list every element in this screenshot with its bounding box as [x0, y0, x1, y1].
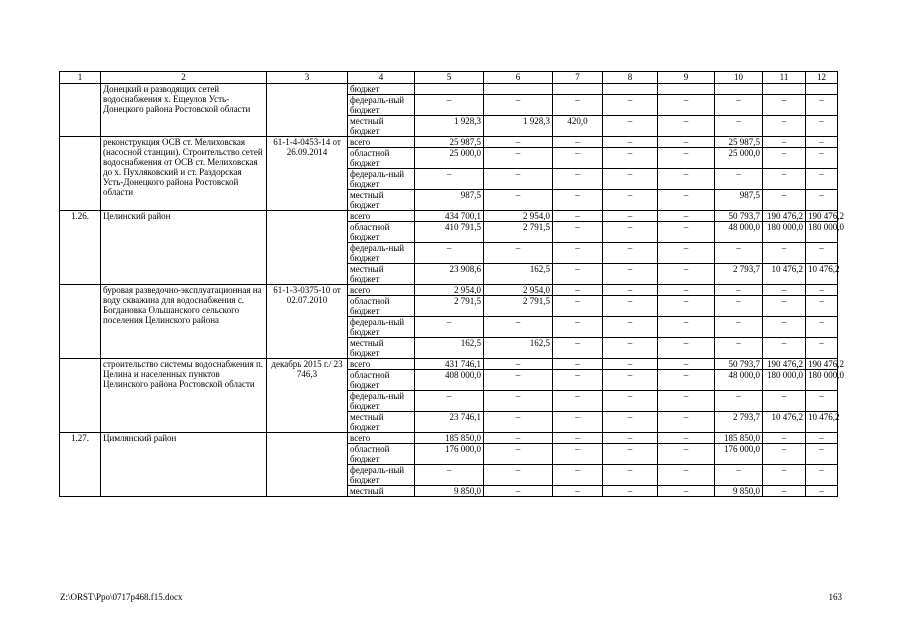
amount-cell: – [553, 338, 603, 359]
amount-cell: 190 476,2 [763, 359, 806, 370]
amount-cell: – [658, 264, 715, 285]
amount-cell: – [603, 465, 658, 486]
funding-source-cell: бюджет [348, 84, 415, 95]
amount-cell: – [553, 370, 603, 391]
funding-source-cell: местный [348, 486, 415, 497]
amount-cell [763, 84, 806, 95]
amount-cell: 1 928,3 [484, 116, 553, 137]
funding-source-cell: федераль-ный бюджет [348, 243, 415, 264]
amount-cell: – [603, 486, 658, 497]
amount-cell: 10 476,2 [806, 264, 838, 285]
amount-cell: 162,5 [484, 338, 553, 359]
amount-cell: 2 793,7 [715, 412, 763, 433]
amount-cell: – [415, 465, 484, 486]
amount-cell: – [715, 169, 763, 190]
amount-cell: – [763, 317, 806, 338]
column-header: 2 [101, 72, 267, 84]
amount-cell: – [484, 137, 553, 148]
funding-source-cell: местный бюджет [348, 264, 415, 285]
funding-source-cell: областной бюджет [348, 444, 415, 465]
amount-cell: – [806, 190, 838, 211]
item-number-cell [60, 285, 101, 359]
column-header: 8 [603, 72, 658, 84]
amount-cell: – [806, 317, 838, 338]
program-table [59, 71, 844, 497]
amount-cell: – [806, 95, 838, 116]
amount-cell: – [806, 338, 838, 359]
funding-source-cell: федераль-ный бюджет [348, 391, 415, 412]
amount-cell: – [763, 444, 806, 465]
funding-source-cell: федераль-ный бюджет [348, 317, 415, 338]
amount-cell: – [806, 285, 838, 296]
amount-cell [415, 84, 484, 95]
item-document-cell [267, 84, 348, 137]
amount-cell: – [603, 211, 658, 222]
amount-cell: 420,0 [553, 116, 603, 137]
amount-cell [484, 84, 553, 95]
funding-source-cell: областной бюджет [348, 222, 415, 243]
amount-cell: 408 000,0 [415, 370, 484, 391]
amount-cell: – [603, 222, 658, 243]
amount-cell: – [715, 296, 763, 317]
amount-cell: – [603, 370, 658, 391]
amount-cell: – [553, 412, 603, 433]
footer-file-path: Z:\ORST\Ppo\0717p468.f15.docx [60, 592, 183, 602]
amount-cell: 180 000,0 [763, 370, 806, 391]
amount-cell: – [658, 243, 715, 264]
amount-cell: – [658, 169, 715, 190]
amount-cell: – [806, 486, 838, 497]
amount-cell: 410 791,5 [415, 222, 484, 243]
amount-cell: 987,5 [715, 190, 763, 211]
amount-cell: 48 000,0 [715, 222, 763, 243]
amount-cell: – [484, 465, 553, 486]
amount-cell: 190 476,2 [763, 211, 806, 222]
amount-cell [553, 84, 603, 95]
amount-cell: 180 000,0 [806, 222, 838, 243]
column-header: 1 [60, 72, 101, 84]
amount-cell: 2 791,5 [415, 296, 484, 317]
table-row [60, 359, 838, 370]
amount-cell: – [484, 95, 553, 116]
amount-cell: – [658, 285, 715, 296]
amount-cell: – [658, 116, 715, 137]
column-header: 10 [715, 72, 763, 84]
amount-cell: – [763, 296, 806, 317]
amount-cell: – [484, 412, 553, 433]
column-header: 9 [658, 72, 715, 84]
table-row [60, 285, 838, 296]
amount-cell [603, 84, 658, 95]
amount-cell: 2 954,0 [484, 285, 553, 296]
amount-cell: – [658, 444, 715, 465]
funding-source-cell: федераль-ный бюджет [348, 169, 415, 190]
item-name-cell: Донецкий и разводящих сетей водоснабжения х. Ещеулов Усть-Донецкого района Ростовской области [101, 84, 267, 137]
funding-source-cell: областной бюджет [348, 296, 415, 317]
amount-cell: – [806, 116, 838, 137]
funding-source-cell: всего [348, 285, 415, 296]
column-header: 5 [415, 72, 484, 84]
item-number-cell [60, 359, 101, 433]
amount-cell: – [484, 243, 553, 264]
amount-cell: 50 793,7 [715, 211, 763, 222]
amount-cell: – [553, 211, 603, 222]
amount-cell: – [484, 391, 553, 412]
amount-cell [658, 84, 715, 95]
amount-cell: 25 000,0 [415, 148, 484, 169]
amount-cell: 2 791,5 [484, 222, 553, 243]
amount-cell: – [658, 148, 715, 169]
amount-cell [715, 84, 763, 95]
amount-cell: 434 700,1 [415, 211, 484, 222]
amount-cell: – [658, 412, 715, 433]
amount-cell: – [763, 169, 806, 190]
amount-cell: – [603, 359, 658, 370]
amount-cell: – [484, 359, 553, 370]
item-document-cell: 61-1-3-0375-10 от 02.07.2010 [267, 285, 348, 359]
amount-cell: – [603, 412, 658, 433]
amount-cell: 431 746,1 [415, 359, 484, 370]
amount-cell: – [658, 370, 715, 391]
amount-cell: – [553, 433, 603, 444]
amount-cell: – [658, 465, 715, 486]
amount-cell: – [484, 486, 553, 497]
amount-cell: 162,5 [484, 264, 553, 285]
funding-source-cell: областной бюджет [348, 370, 415, 391]
funding-source-cell: областной бюджет [348, 148, 415, 169]
item-document-cell [267, 433, 348, 497]
funding-source-cell: всего [348, 359, 415, 370]
column-header: 6 [484, 72, 553, 84]
funding-source-cell: федераль-ный бюджет [348, 465, 415, 486]
amount-cell: – [415, 169, 484, 190]
amount-cell: – [553, 243, 603, 264]
amount-cell: 185 850,0 [715, 433, 763, 444]
amount-cell: – [806, 169, 838, 190]
amount-cell: – [553, 137, 603, 148]
amount-cell: – [763, 391, 806, 412]
amount-cell [806, 84, 838, 95]
funding-source-cell: местный бюджет [348, 190, 415, 211]
amount-cell: – [553, 285, 603, 296]
table-row [60, 211, 838, 222]
amount-cell: – [603, 264, 658, 285]
amount-cell: – [806, 296, 838, 317]
amount-cell: – [806, 243, 838, 264]
amount-cell: – [658, 95, 715, 116]
table-row [60, 84, 838, 95]
amount-cell: – [553, 465, 603, 486]
amount-cell: – [658, 317, 715, 338]
amount-cell: – [603, 391, 658, 412]
amount-cell: – [553, 359, 603, 370]
amount-cell: – [806, 137, 838, 148]
amount-cell: 2 954,0 [484, 211, 553, 222]
item-document-cell: 61-1-4-0453-14 от 26.09.2014 [267, 137, 348, 211]
amount-cell: – [658, 222, 715, 243]
amount-cell: 10 476,2 [763, 264, 806, 285]
amount-cell: – [484, 148, 553, 169]
amount-cell: – [806, 148, 838, 169]
amount-cell: 23 746,1 [415, 412, 484, 433]
amount-cell: – [603, 190, 658, 211]
amount-cell: – [603, 433, 658, 444]
amount-cell: 180 000,0 [763, 222, 806, 243]
item-name-cell: Целинский район [101, 211, 267, 285]
column-header: 7 [553, 72, 603, 84]
amount-cell: – [553, 95, 603, 116]
amount-cell: – [484, 317, 553, 338]
funding-source-cell: местный бюджет [348, 116, 415, 137]
amount-cell: – [715, 116, 763, 137]
amount-cell: – [658, 391, 715, 412]
amount-cell: 2 954,0 [415, 285, 484, 296]
item-document-cell: декабрь 2015 г./ 23 746,3 [267, 359, 348, 433]
funding-source-cell: местный бюджет [348, 412, 415, 433]
amount-cell: – [603, 285, 658, 296]
amount-cell: 9 850,0 [415, 486, 484, 497]
amount-cell: – [603, 243, 658, 264]
amount-cell: – [658, 296, 715, 317]
item-name-cell: буровая разведочно-эксплуатационная на воду скважина для водоснабжения с. Богдановка Ольшанского сельского поселения Целинского района [101, 285, 267, 359]
table-row [60, 137, 838, 148]
amount-cell: – [763, 116, 806, 137]
funding-source-cell: всего [348, 211, 415, 222]
amount-cell: 987,5 [415, 190, 484, 211]
amount-cell: – [763, 243, 806, 264]
amount-cell: – [553, 169, 603, 190]
funding-source-cell: всего [348, 137, 415, 148]
amount-cell: – [658, 486, 715, 497]
amount-cell: – [603, 296, 658, 317]
amount-cell: 176 000,0 [415, 444, 484, 465]
amount-cell: – [715, 95, 763, 116]
table-row [60, 433, 838, 444]
amount-cell: – [603, 169, 658, 190]
amount-cell: – [415, 317, 484, 338]
amount-cell: – [763, 465, 806, 486]
amount-cell: – [484, 370, 553, 391]
amount-cell: – [715, 391, 763, 412]
amount-cell: – [658, 190, 715, 211]
amount-cell: – [806, 433, 838, 444]
amount-cell: 162,5 [415, 338, 484, 359]
amount-cell: 1 928,3 [415, 116, 484, 137]
amount-cell: – [658, 433, 715, 444]
column-header: 11 [763, 72, 806, 84]
amount-cell: – [603, 116, 658, 137]
amount-cell: – [484, 444, 553, 465]
funding-source-cell: местный бюджет [348, 338, 415, 359]
amount-cell: 2 791,5 [484, 296, 553, 317]
amount-cell: – [763, 190, 806, 211]
amount-cell: – [553, 190, 603, 211]
amount-cell: 25 000,0 [715, 148, 763, 169]
amount-cell: 176 000,0 [715, 444, 763, 465]
item-number-cell [60, 137, 101, 211]
amount-cell: 2 793,7 [715, 264, 763, 285]
amount-cell: – [415, 95, 484, 116]
amount-cell: – [763, 433, 806, 444]
amount-cell: – [715, 465, 763, 486]
amount-cell: 190 476,2 [806, 359, 838, 370]
table-body [60, 72, 844, 497]
amount-cell: 190 476,2 [806, 211, 838, 222]
amount-cell: 50 793,7 [715, 359, 763, 370]
item-name-cell: реконструкция ОСВ ст. Мелиховская (насосной станции). Строительство сетей водоснабжения от ОСВ ст. Мелиховская до х. Пухляковский и ст. Раздорская Усть-Донецкого района Ростовской области [101, 137, 267, 211]
amount-cell: – [658, 338, 715, 359]
amount-cell: 10 476,2 [763, 412, 806, 433]
amount-cell: – [484, 169, 553, 190]
amount-cell: – [553, 264, 603, 285]
column-header: 3 [267, 72, 348, 84]
amount-cell: 180 000,0 [806, 370, 838, 391]
amount-cell: – [806, 444, 838, 465]
amount-cell: – [603, 317, 658, 338]
amount-cell: – [763, 285, 806, 296]
amount-cell: – [603, 95, 658, 116]
item-name-cell: Цимлянский район [101, 433, 267, 497]
amount-cell: – [603, 338, 658, 359]
amount-cell: – [553, 296, 603, 317]
item-number-cell: 1.26. [60, 211, 101, 285]
amount-cell: – [715, 317, 763, 338]
amount-cell: – [603, 137, 658, 148]
amount-cell: – [763, 338, 806, 359]
amount-cell: 25 987,5 [715, 137, 763, 148]
amount-cell: – [603, 148, 658, 169]
amount-cell: – [484, 433, 553, 444]
amount-cell: – [603, 444, 658, 465]
amount-cell: 10 476,2 [806, 412, 838, 433]
amount-cell: – [715, 243, 763, 264]
amount-cell: – [763, 95, 806, 116]
amount-cell: – [715, 285, 763, 296]
item-number-cell: 1.27. [60, 433, 101, 497]
amount-cell: 185 850,0 [415, 433, 484, 444]
item-document-cell [267, 211, 348, 285]
funding-source-cell: федераль-ный бюджет [348, 95, 415, 116]
amount-cell: 48 000,0 [715, 370, 763, 391]
header-row [60, 72, 838, 84]
amount-cell: 9 850,0 [715, 486, 763, 497]
amount-cell: – [658, 211, 715, 222]
amount-cell: 25 987,5 [415, 137, 484, 148]
amount-cell: – [763, 137, 806, 148]
amount-cell: – [553, 391, 603, 412]
amount-cell: – [553, 222, 603, 243]
amount-cell: – [553, 317, 603, 338]
column-header: 12 [806, 72, 838, 84]
item-number-cell [60, 84, 101, 137]
amount-cell: – [484, 190, 553, 211]
amount-cell: – [715, 338, 763, 359]
amount-cell: – [415, 243, 484, 264]
amount-cell: – [763, 148, 806, 169]
amount-cell: – [658, 359, 715, 370]
amount-cell: – [806, 391, 838, 412]
funding-source-cell: всего [348, 433, 415, 444]
amount-cell: 23 908,6 [415, 264, 484, 285]
amount-cell: – [658, 137, 715, 148]
amount-cell: – [553, 486, 603, 497]
amount-cell: – [553, 444, 603, 465]
item-name-cell: строительство системы водоснабжения п. Целина и населенных пунктов Целинского района Ростовской области [101, 359, 267, 433]
amount-cell: – [806, 465, 838, 486]
amount-cell: – [763, 486, 806, 497]
page-number: 163 [828, 592, 842, 602]
amount-cell: – [415, 391, 484, 412]
amount-cell: – [553, 148, 603, 169]
column-header: 4 [348, 72, 415, 84]
